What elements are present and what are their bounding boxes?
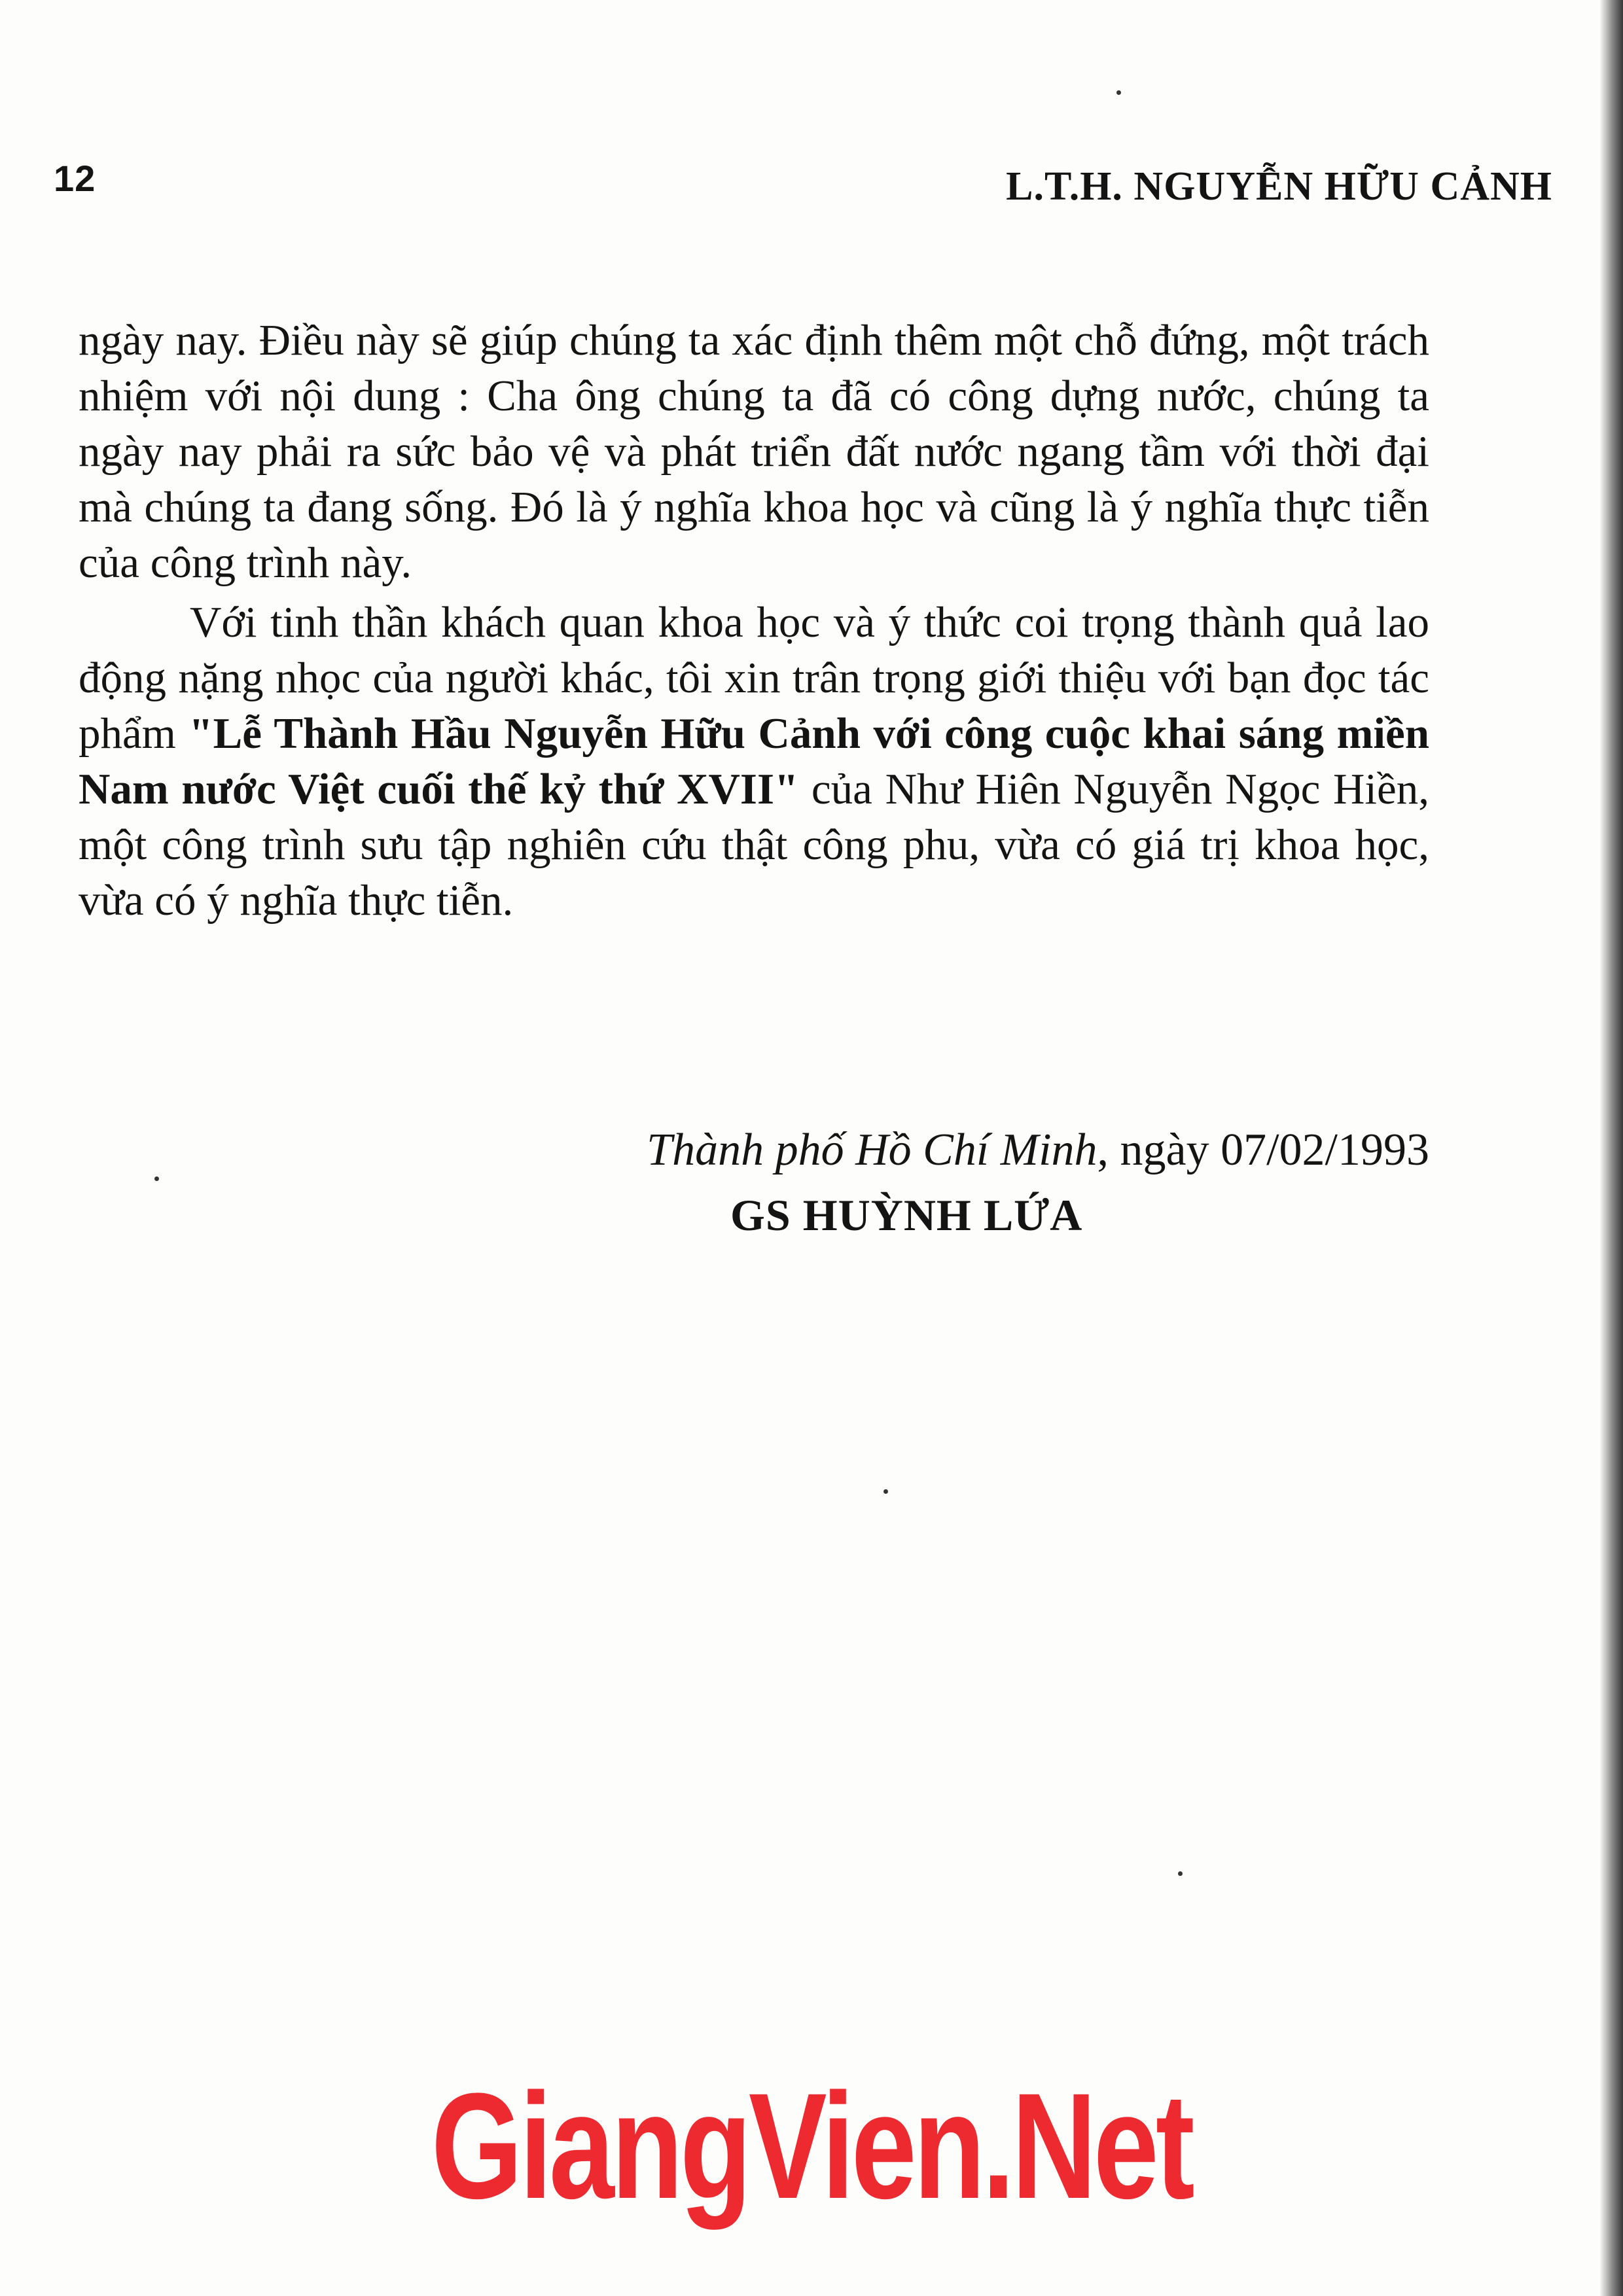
scan-speck: [1178, 1871, 1183, 1876]
scan-speck: [154, 1176, 159, 1181]
body-text: [79, 313, 1429, 928]
paragraph-2: [79, 595, 1429, 928]
book-title: "Lễ Thành Hầu Nguyễn Hữu Cảnh với công cuộc khai sáng miền Nam nước Việt cuối thế kỷ thứ XVII": [79, 709, 1429, 813]
signature-place-date: [647, 1124, 1429, 1176]
paragraph-2-intro: Với tinh thần khách quan khoa học và ý thức coi trọng thành quả lao động nặng nhọc của người khác, tôi xin trân trọng giới thiệu với bạn đọc tác phẩm: [79, 598, 1429, 758]
scan-speck: [1116, 90, 1121, 95]
running-head: L.T.H. NGUYỄN HỮU CẢNH: [1006, 164, 1552, 209]
scan-edge-shadow: [1599, 0, 1623, 2296]
paragraph-1: ngày nay. Điều này sẽ giúp chúng ta xác định thêm một chỗ đứng, một trách nhiệm với nội dung : Cha ông chúng ta đã có công dựng nước, chúng ta ngày nay phải ra sức bảo vệ và phát triển đất nước ngang tầm với thời đại mà chúng ta đang sống. Đó là ý nghĩa khoa học và cũng là ý nghĩa thực tiễn của công trình này.: [79, 316, 1429, 587]
watermark-logo: GiangVien.Net: [431, 2062, 1192, 2230]
paragraph-2-ending: của Như Hiên Nguyễn Ngọc Hiền, một công trình sưu tập nghiên cứu thật công phu, vừa có giá trị khoa học, vừa có ý nghĩa thực tiễn.: [79, 765, 1429, 925]
signature-date: , ngày 07/02/1993: [1097, 1125, 1429, 1175]
scan-speck: [883, 1489, 888, 1494]
page-number: 12: [54, 158, 96, 199]
signature-name: GS HUỲNH LỨA: [730, 1190, 1083, 1240]
signature-place: Thành phố Hồ Chí Minh: [647, 1125, 1097, 1175]
